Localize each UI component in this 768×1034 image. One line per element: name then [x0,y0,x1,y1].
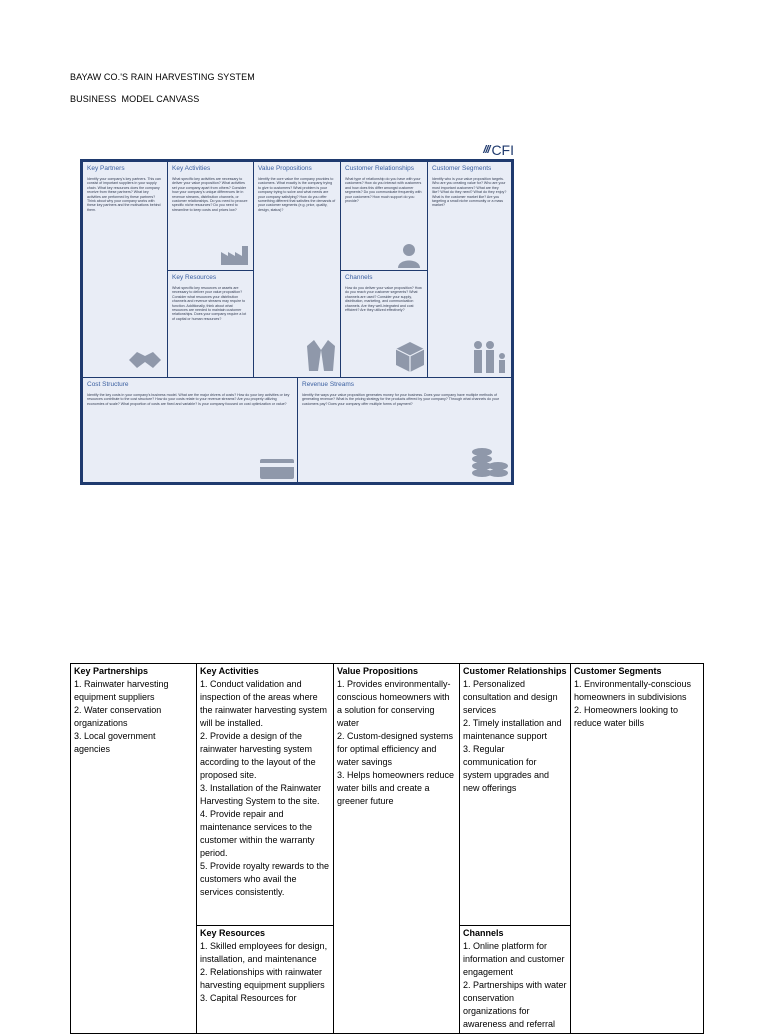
business-model-canvas-table [70,663,704,1034]
canvas-customer-segments [427,161,512,378]
box-icon [395,341,425,377]
channels-cell [460,926,571,1034]
canvas-customer-relationships-text: What type of relationship do you have with your customers? How do you interact with customers and how does this differ amongst customer segments? Do you communicate frequently with your customers? How much support do you provide? [345,177,422,204]
cfi-logo-mark-icon: /// [483,143,490,156]
canvas-channels-text: How do you deliver your value proposition? How do you reach your customer segments? What channels are used? Consider your supply, distribution, marketing, and communication channels. Are they well-integrated and cost efficient? Are they utilized effectively? [345,286,422,313]
canvas-key-partners [82,161,168,378]
document-title: BAYAW CO.'S RAIN HARVESTING SYSTEM [70,72,255,82]
canvas-value-propositions [253,161,341,378]
canvas-key-resources-text: What specific key resources or assets are necessary to deliver your value proposition? Consider what resources your distribution channels and revenue streams may require to function. Additionally, think about what resources are needed to maintain customer relationships. Does your company require a lot of capital or human resources? [172,286,247,321]
canvas-cost-structure [82,377,298,483]
canvas-cost-structure-title: Cost Structure [87,381,129,388]
key-activities-header: Key Activities [200,666,259,676]
canvas-key-partners-title: Key Partners [87,165,125,172]
value-propositions-header: Value Propositions [337,666,419,676]
list-item: 3. Capital Resources for [200,993,297,1003]
canvas-key-activities-text: What specific key activities are necessary to deliver your value proposition? What activities set your company apart from others? Consider how your company's unique differences lie in revenue streams, distribution channels, or customer relationships. Do you need to procure specific niche resources? Do you need to streamline to keep costs and prices low? [172,177,248,212]
list-item: 4. Provide repair and maintenance services to the customer within the warranty period. [200,809,315,858]
list-item: 2. Water conservation organizations [74,705,162,728]
canvas-revenue-streams [297,377,512,483]
list-item: 3. Helps homeowners reduce water bills and create a greener future [337,770,455,806]
cfi-logo [483,140,514,159]
canvas-revenue-streams-text: Identify the ways your value proposition generates money for your business. Does your company have multiple methods of generating revenue? What is the pricing strategy for the products offered by your company? Through what channels do your customers pay? Does your company offer multiple forms of payment? [302,393,500,406]
list-item: 1. Provides environmentally-conscious homeowners with a solution for conserving water [337,679,451,728]
canvas-channels-title: Channels [345,274,373,281]
canvas-customer-segments-title: Customer Segments [432,165,492,172]
headset-person-icon [397,242,421,271]
canvas-key-activities-title: Key Activities [172,165,211,172]
list-item: 5. Provide royalty rewards to the customers who avail the services consistently. [200,861,330,897]
suit-icon [306,338,336,376]
key-partnerships-cell [71,664,197,1034]
canvas-grid [80,159,514,485]
channels-header: Channels [463,928,504,938]
list-item: 2. Homeowners looking to reduce water bills [574,705,679,728]
canvas-customer-relationships-title: Customer Relationships [345,165,415,172]
canvas-key-partners-text: Identify your company's key partners. This can consist of important suppliers in your supply chain. What key resources does the company receive from these partners? What key activities are performed by these partners? Think about why your company works with these key partners and the motivations behind them. [87,177,161,212]
canvas-key-resources-title: Key Resources [172,274,217,281]
list-item: 3. Installation of the Rainwater Harvesting System to the site. [200,783,322,806]
canvas-value-propositions-title: Value Propositions [258,165,312,172]
key-resources-cell [197,926,334,1034]
list-item: 2. Provide a design of the rainwater harvesting system according to the layout of the proposed site. [200,731,316,780]
list-item: 3. Regular communication for system upgrades and new offerings [463,744,550,793]
canvas-key-resources [167,270,254,378]
canvas-channels [340,270,428,378]
list-item: 1. Personalized consultation and design services [463,679,558,715]
factory-icon [220,244,250,270]
canvas-cost-structure-text: Identify the key costs in your company's business model. What are the major drivers of costs? How do your key activities or key resources contribute to the cost structure? How do your costs relate to your revenue streams? Are you properly utilizing economies of scale? What proportion of costs are fixed and variable? Is your company focused on cost optimization or value? [87,393,290,406]
canvas-key-activities [167,161,254,271]
list-item: 1. Rainwater harvesting equipment suppliers [74,679,169,702]
list-item: 2. Partnerships with water conservation organizations for awareness and referral [463,980,567,1029]
list-item: 2. Relationships with rainwater harvesting equipment suppliers [200,967,325,990]
handshake-icon [127,348,163,374]
list-item: 1. Skilled employees for design, installation, and maintenance [200,941,328,964]
list-item: 1. Online platform for information and customer engagement [463,941,565,977]
document-subtitle: BUSINESS MODEL CANVASS [70,94,200,104]
list-item: 1. Conduct validation and inspection of the areas where the rainwater harvesting system will be installed. [200,679,328,728]
canvas-customer-relationships [340,161,428,271]
coins-icon [470,444,510,482]
credit-card-icon [259,458,295,483]
key-activities-cell [197,664,334,926]
canvas-revenue-streams-title: Revenue Streams [302,381,355,388]
customer-segments-cell [571,664,704,1034]
cfi-logo-text: CFI [491,141,514,158]
list-item: 2. Timely installation and maintenance support [463,718,562,741]
list-item: 2. Custom-designed systems for optimal efficiency and water savings [337,731,454,767]
key-resources-header: Key Resources [200,928,266,938]
family-icon [470,340,508,378]
customer-relationships-cell [460,664,571,926]
canvas-customer-segments-text: Identify who is your value proposition targets. Who are you creating value for? Who are your most important customers? What are they like? What do they need? What do they enjoy? What is the customer market like? Are you targeting a small niche community or a mass market? [432,177,507,208]
customer-relationships-header: Customer Relationships [463,666,567,676]
value-propositions-cell [334,664,460,1034]
list-item: 3. Local government agencies [74,731,156,754]
customer-segments-header: Customer Segments [574,666,662,676]
key-partnerships-header: Key Partnerships [74,666,149,676]
cfi-canvas-figure [80,140,514,485]
list-item: 1. Environmentally-conscious homeowners in subdivisions [574,679,692,702]
canvas-value-propositions-text: Identify the core value the company provides to customers. What exactly is the company trying to give to customers? What problem is your company trying to solve and what needs are your company satisfying? How do you offer something different that satisfies the demands of your customer segments (e.g. price, quality, design, status)? [258,177,336,212]
